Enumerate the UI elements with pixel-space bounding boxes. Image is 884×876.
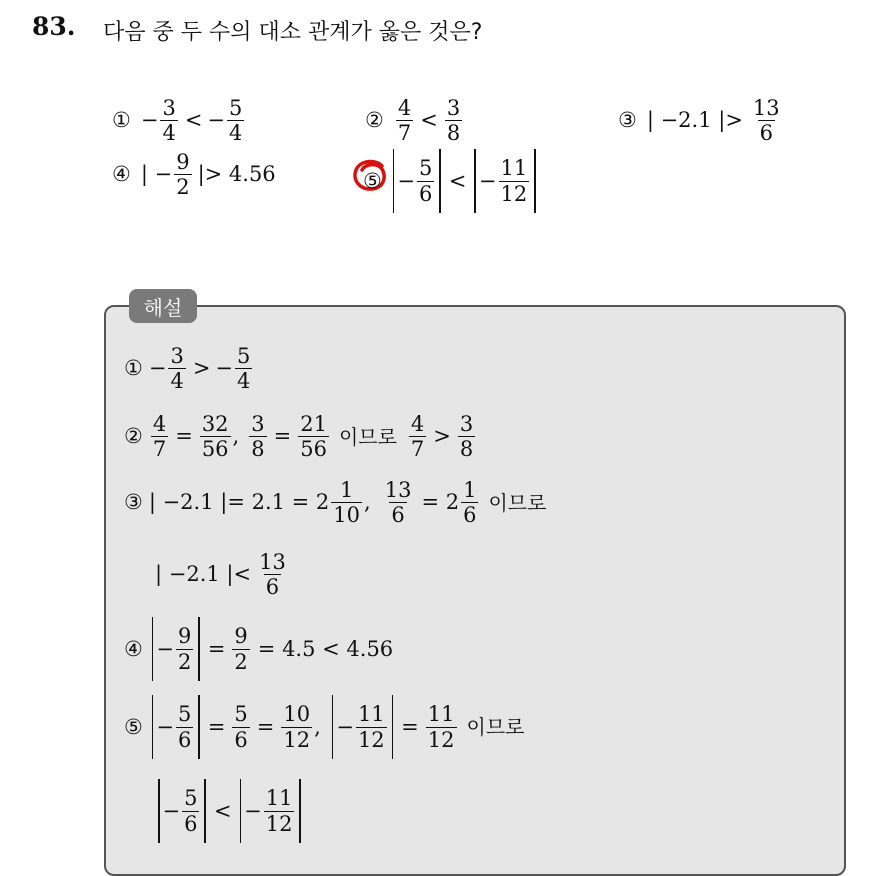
expression: | −2.1 |> bbox=[646, 108, 743, 133]
fraction: $\frac{13}{6}$ bbox=[752, 96, 780, 146]
choice-1[interactable] bbox=[112, 96, 246, 145]
choice-4[interactable] bbox=[112, 150, 276, 199]
choice-mark: ⑤ bbox=[363, 168, 382, 193]
minus-sign: − bbox=[207, 108, 226, 133]
fraction: $\frac{4}{7}$ bbox=[397, 96, 412, 146]
choice-3[interactable] bbox=[618, 96, 784, 145]
choice-2[interactable] bbox=[365, 96, 464, 145]
solution-line-5: ⑤ − $\frac{5}{6}$ = $\frac{5}{6}$ = $\frac{10}{12}$ , − $\frac{11}{12}$ = $\frac{11}{12}$ 이므로 bbox=[124, 692, 524, 762]
fraction: $\frac{3}{8}$ bbox=[446, 96, 461, 146]
fraction: $\frac{5}{4}$ bbox=[229, 96, 243, 146]
operator: < bbox=[420, 108, 438, 133]
solution-line-1: ① − $\frac{3}{4}$ > − $\frac{5}{4}$ bbox=[124, 344, 251, 394]
expression: | − bbox=[140, 162, 173, 187]
question-text: 다음 중 두 수의 대소 관계가 옳은 것은? bbox=[103, 20, 483, 45]
minus-sign: − bbox=[140, 108, 159, 133]
fraction: $\frac{3}{4}$ bbox=[162, 96, 176, 146]
operator: < bbox=[448, 168, 467, 193]
solution-line-4: ④ − $\frac{9}{2}$ = $\frac{9}{2}$ = 4.5 < 4.56 bbox=[124, 614, 393, 684]
choice-mark: ① bbox=[112, 108, 131, 133]
absolute-value: − $\frac{11}{12}$ bbox=[471, 146, 538, 216]
choice-mark: ② bbox=[365, 108, 384, 133]
expression: |> 4.56 bbox=[197, 162, 276, 187]
question-number: 83. bbox=[32, 12, 76, 41]
absolute-value: − $\frac{5}{6}$ bbox=[390, 146, 444, 216]
solution-tag: 해설 bbox=[129, 289, 197, 323]
choice-5[interactable] bbox=[363, 146, 539, 216]
solution-line-3: ③ | −2.1 |= 2.1 = 2 $\frac{1}{10}$ , $\frac{13}{6}$ = 2 $\frac{1}{6}$ 이므로 bbox=[124, 478, 547, 528]
operator: < bbox=[184, 108, 203, 133]
solution-line-5b: − $\frac{5}{6}$ < − $\frac{11}{12}$ bbox=[155, 776, 304, 846]
choice-mark: ③ bbox=[618, 108, 637, 133]
fraction: $\frac{9}{2}$ bbox=[176, 150, 190, 200]
solution-line-2: ② $\frac{4}{7}$ = $\frac{32}{56}$ , $\frac{3}{8}$ = $\frac{21}{56}$ 이므로 $\frac{4}{7}$ > $\frac{3}{8}$ bbox=[124, 412, 474, 462]
solution-line-3b: | −2.1 |< $\frac{13}{6}$ bbox=[155, 550, 286, 600]
choice-mark: ④ bbox=[112, 162, 131, 187]
